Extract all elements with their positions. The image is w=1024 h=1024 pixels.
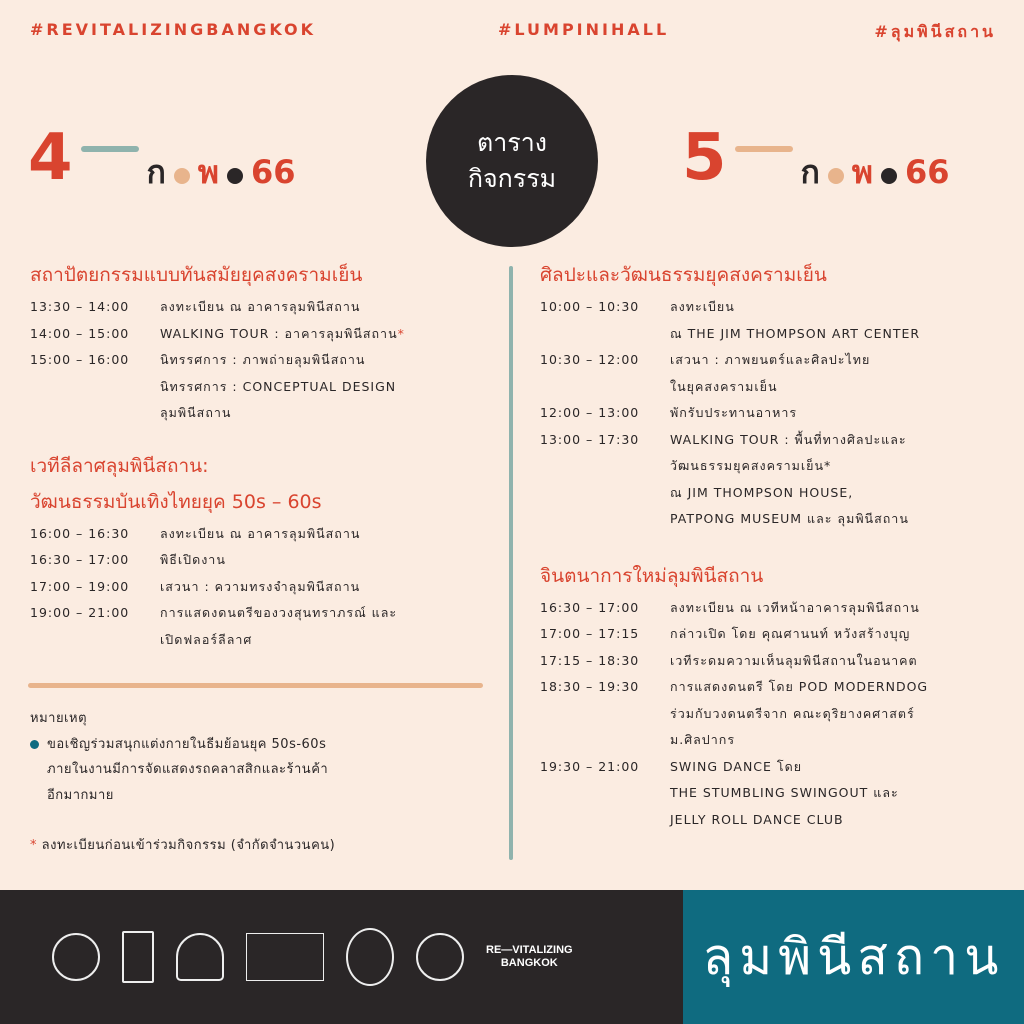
time-range: 15:00 – 16:00 [30, 352, 130, 367]
schedule-row [540, 400, 1010, 427]
activity-line: กล่าวเปิด โดย คุณศานนท์ หวังสร้างบุญ [670, 626, 911, 641]
dot [227, 168, 243, 184]
activity-line: ลุมพินีสถาน [160, 405, 232, 420]
footnote [30, 834, 335, 855]
schedule-section [540, 258, 1010, 533]
note-bullet [30, 732, 490, 809]
schedule-section [30, 258, 500, 427]
time-range: 10:00 – 10:30 [540, 299, 640, 314]
time-range: 10:30 – 12:00 [540, 352, 640, 367]
note-line: ภายในงานมีการจัดแสดงรถคลาสสิกและร้านค้า [47, 762, 329, 777]
activity-line: ในยุคสงครามเย็น [670, 378, 778, 394]
month-char: พ [851, 153, 873, 191]
schedule-row [30, 347, 500, 427]
activity-line: ลงทะเบียน ณ อาคารลุมพินีสถาน [160, 525, 361, 541]
section-heading: จินตนาการใหม่ลุมพินีสถาน [540, 564, 764, 587]
schedule-row [540, 347, 1010, 400]
revitalizing-logo [486, 944, 573, 970]
time-range: 18:30 – 19:30 [540, 679, 640, 694]
time-range: 13:30 – 14:00 [30, 299, 130, 314]
activity-line: ลงทะเบียน [670, 299, 735, 314]
lumpini-wordmark [683, 890, 1024, 1024]
time-range: 16:00 – 16:30 [30, 525, 130, 541]
asterisk: * [397, 325, 405, 341]
schedule-row [30, 521, 500, 548]
activity-line: วัฒนธรรมยุคสงครามเย็น* [670, 458, 832, 473]
schedule-row [540, 621, 1010, 648]
activity-line: เปิดฟลอร์ลีลาศ [160, 631, 253, 647]
activity-line: THE STUMBLING SWINGOUT และ [670, 785, 899, 800]
seal-logo-2 [346, 928, 394, 986]
activity-line: ร่วมกับวงดนตรีจาก คณะดุริยางคศาสตร์ [670, 705, 915, 721]
dash-bar [81, 146, 139, 152]
dot [828, 168, 844, 184]
section-heading: วัฒนธรรมบันเทิงไทยยุค 50s – 60s [30, 490, 322, 513]
tag-lumpinihall: #LUMPINIHALL [498, 20, 670, 39]
time-range: 13:00 – 17:30 [540, 431, 640, 447]
month-char: ก [146, 153, 166, 191]
nrct-logo [122, 931, 154, 983]
schedule-row [30, 294, 500, 321]
day-number: 5 [682, 121, 727, 195]
time-range: 16:30 – 17:00 [30, 552, 130, 567]
time-range: 19:30 – 21:00 [540, 758, 640, 774]
title-line: ตาราง [477, 127, 547, 157]
schedule-row [540, 754, 1010, 834]
lotus-logo [176, 933, 224, 981]
dot [174, 168, 190, 184]
tag-lumpini-thai: #ลุมพินีสถาน [874, 22, 996, 41]
schedule-row [30, 600, 500, 653]
schedule-row [540, 595, 1010, 622]
seal-logo [52, 933, 100, 981]
time-range: 17:00 – 19:00 [30, 578, 130, 594]
activity-line: การแสดงดนตรีของวงสุนทราภรณ์ และ [160, 605, 398, 620]
bullet-dot-icon [30, 740, 39, 749]
activity-line: ลงทะเบียน ณ เวทีหน้าอาคารลุมพินีสถาน [670, 599, 920, 615]
dot [881, 168, 897, 184]
activity-line: เสวนา : ภาพยนตร์และศิลปะไทย [670, 352, 871, 367]
section-heading: เวทีลีลาศลุมพินีสถาน: [30, 454, 209, 477]
title-circle [426, 75, 598, 247]
year: 66 [251, 153, 296, 191]
month-char: พ [197, 153, 219, 191]
activity-line: ณ JIM THOMPSON HOUSE, [670, 484, 854, 500]
activity-line: นิทรรศการ : CONCEPTUAL DESIGN [160, 378, 397, 394]
activity-line: นิทรรศการ : ภาพถ่ายลุมพินีสถาน [160, 352, 366, 367]
note-line: อีกมากมาย [47, 787, 114, 803]
schedule-row [30, 547, 500, 574]
schedule-row [540, 427, 1010, 533]
schedule-row [30, 574, 500, 601]
activity-line: PATPONG MUSEUM และ ลุมพินีสถาน [670, 511, 909, 526]
activity-line: SWING DANCE โดย [670, 758, 803, 774]
activity-line: พักรับประทานอาหาร [670, 405, 798, 420]
activity-line: ลงทะเบียน ณ อาคารลุมพินีสถาน [160, 299, 361, 314]
notes-label: หมายเหตุ [30, 711, 88, 726]
schedule-section [540, 559, 1010, 834]
seal-logo-3 [416, 933, 464, 981]
section-heading: สถาปัตยกรรมแบบทันสมัยยุคสงครามเย็น [30, 264, 363, 286]
schedule-row [540, 674, 1010, 754]
section-heading: ศิลปะและวัฒนธรรมยุคสงครามเย็น [540, 264, 827, 286]
schedule-row [30, 321, 500, 348]
time-range: 17:00 – 17:15 [540, 626, 640, 641]
day-number: 4 [28, 121, 73, 195]
title-line: กิจกรรม [467, 164, 557, 193]
dash-bar [735, 146, 793, 152]
footnote-text: ลงทะเบียนก่อนเข้าร่วมกิจกรรม (จำกัดจำนวนคน) [41, 838, 336, 853]
activity-line: ม.ศิลปากร [670, 732, 736, 747]
horizontal-divider [28, 683, 483, 688]
logo-text: BANGKOK [500, 957, 558, 969]
sponsor-bar [0, 890, 683, 1024]
brand-text: ลุมพินีสถาน [702, 927, 1005, 986]
activity-line: ณ THE JIM THOMPSON ART CENTER [670, 325, 921, 341]
asterisk: * [30, 838, 37, 853]
left-column [30, 258, 500, 669]
month-char: ก [800, 153, 820, 191]
time-range: 19:00 – 21:00 [30, 605, 130, 620]
logo-text: RE—VITALIZING [486, 944, 573, 956]
right-column [540, 258, 1010, 849]
activity-line: เวทีระดมความเห็นลุมพินีสถานในอนาคต [670, 652, 918, 668]
schedule-row [540, 294, 1010, 347]
vertical-divider [509, 266, 513, 860]
schedule-row [540, 648, 1010, 675]
activity-line: JELLY ROLL DANCE CLUB [670, 811, 844, 827]
namt-logo [246, 933, 324, 981]
time-range: 17:15 – 18:30 [540, 652, 640, 668]
tag-revitalizing: #REVITALIZINGBANGKOK [30, 20, 317, 39]
time-range: 16:30 – 17:00 [540, 599, 640, 615]
time-range: 12:00 – 13:00 [540, 405, 640, 420]
schedule-section [30, 449, 500, 654]
activity-line: WALKING TOUR : พื้นที่ทางศิลปะและ [670, 431, 907, 447]
date-day2 [682, 110, 950, 195]
time-range: 14:00 – 15:00 [30, 325, 130, 341]
activity-line: เสวนา : ความทรงจำลุมพินีสถาน [160, 578, 361, 594]
activity-line: การแสดงดนตรี โดย POD MODERNDOG [670, 679, 929, 694]
activity-line: WALKING TOUR : อาคารลุมพินีสถาน [160, 325, 398, 341]
year: 66 [905, 153, 950, 191]
activity-line: พิธีเปิดงาน [160, 552, 226, 567]
note-line: ขอเชิญร่วมสนุกแต่งกายในธีมย้อนยุค 50s-60s [47, 736, 327, 752]
notes [30, 706, 490, 808]
date-day1 [28, 110, 296, 195]
